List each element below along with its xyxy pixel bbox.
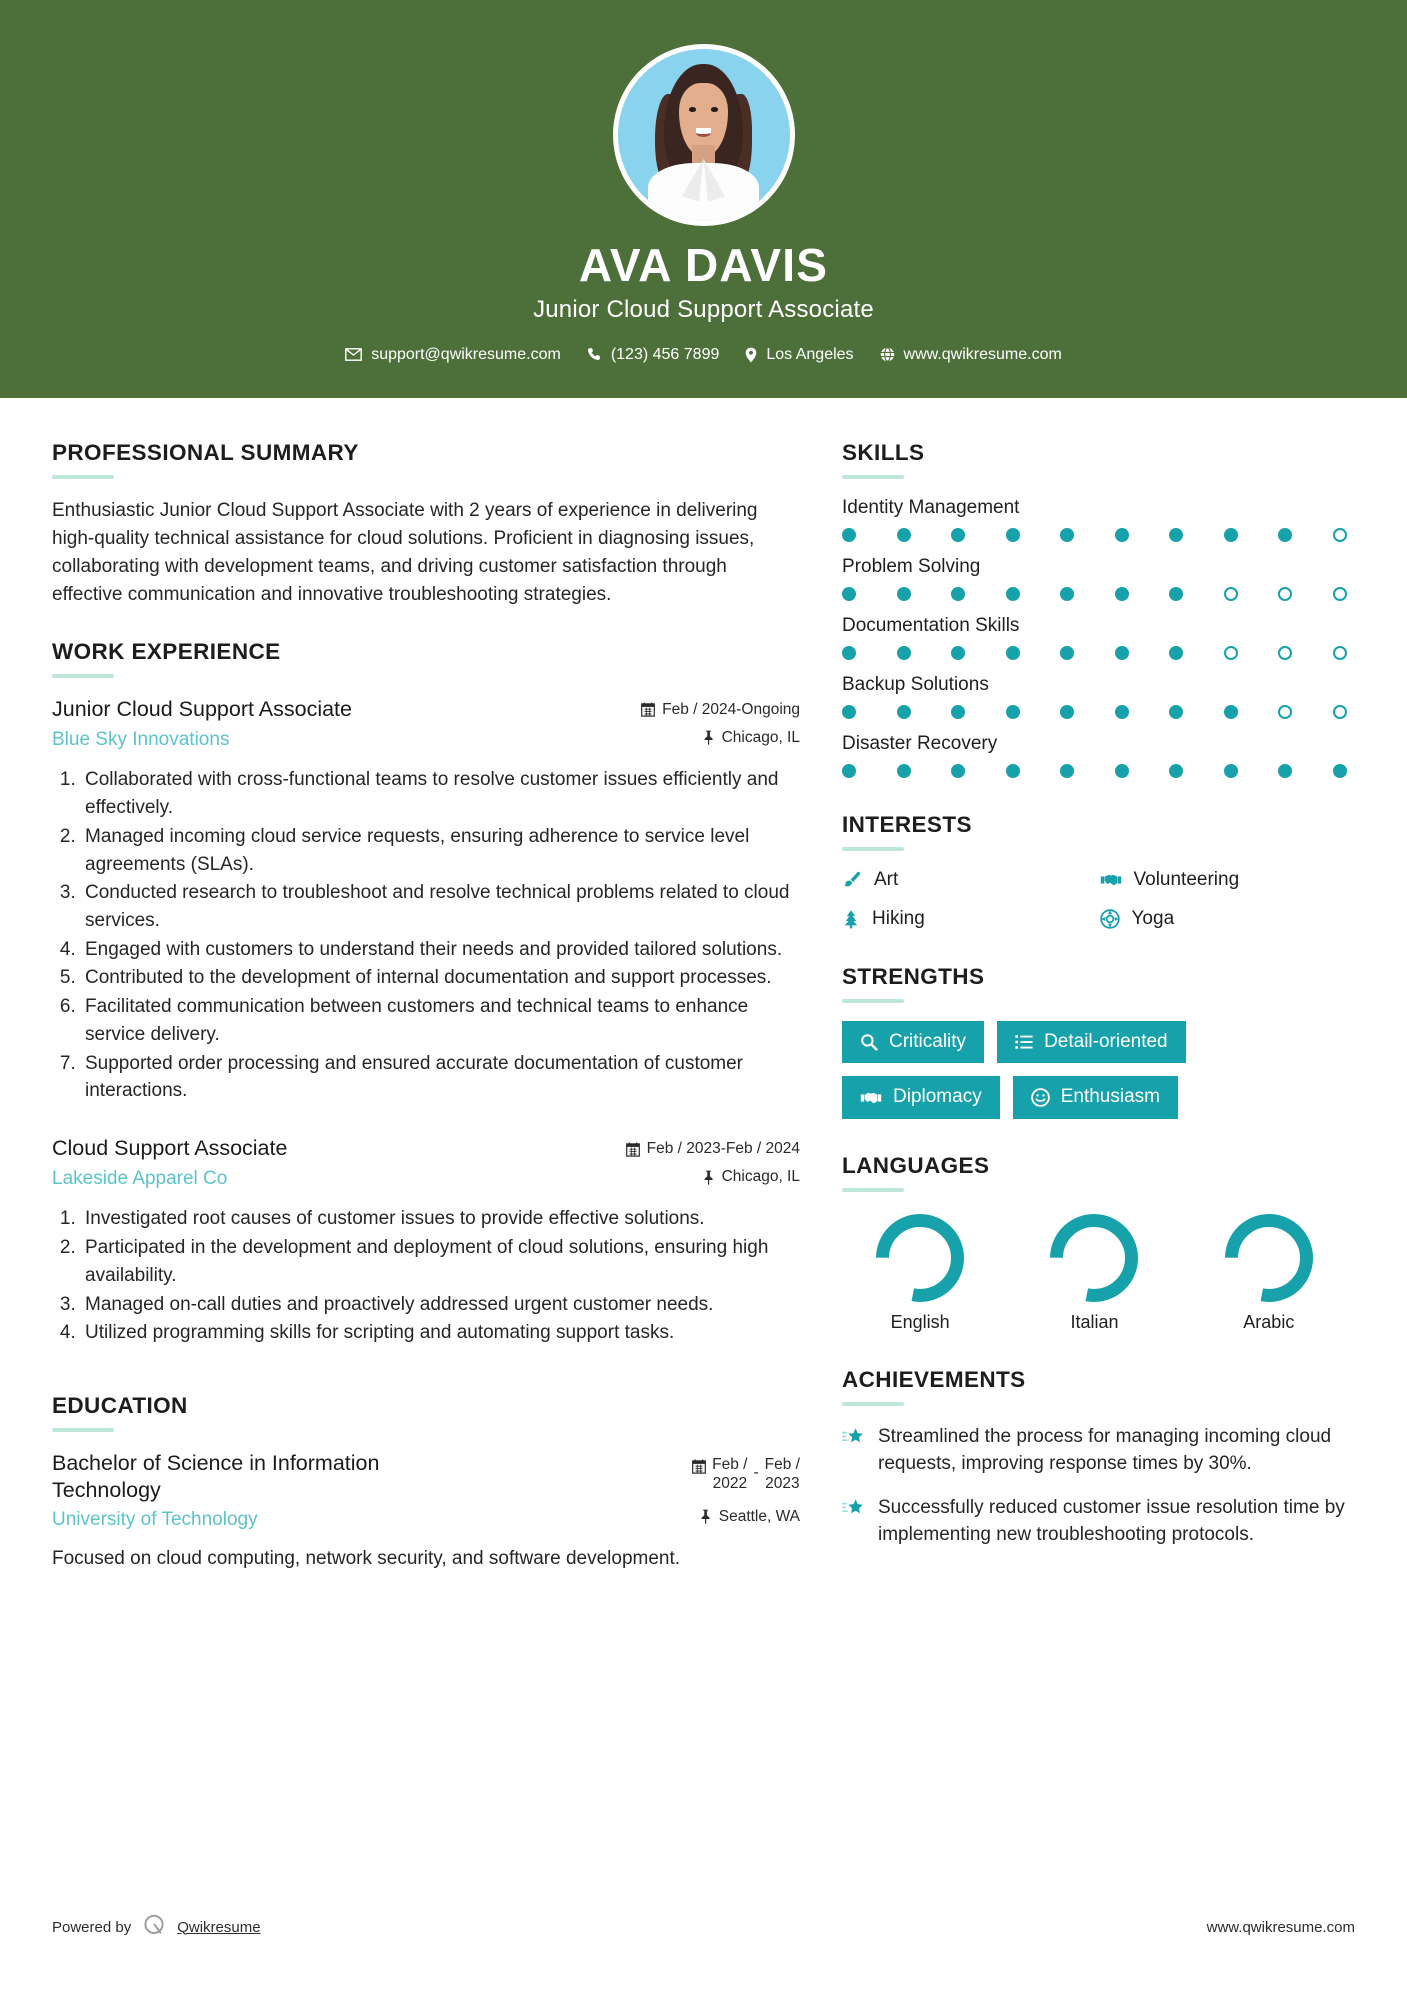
rating-dot-filled [1333,764,1347,778]
skill-row [842,556,1347,601]
summary-text: Enthusiastic Junior Cloud Support Associate with 2 years of experience in delivering high-quality technical assistance for cloud solutions. Proficient in diagnosing issues, collaborating with development teams, and driving customer satisfaction through effective communication and innovative troubleshooting strategies. [52,499,758,605]
work-section-title: WORK EXPERIENCE [52,638,281,664]
rating-dot-filled [1169,587,1183,601]
contact-location-text: Los Angeles [766,345,854,363]
skill-label: Backup Solutions [842,673,989,695]
work-dates-text: Feb / 2024-Ongoing [662,700,800,718]
education-end-date [765,1455,800,1493]
skill-row [842,497,1347,542]
interest-label: Volunteering [1133,868,1240,890]
contact-email-text: support@qwikresume.com [371,345,561,363]
interest-label: Yoga [1131,907,1175,929]
rating-dot-empty [1278,587,1292,601]
languages-list [842,1210,1347,1333]
rating-dot-filled [951,646,965,660]
education-start-month: Feb / [712,1456,748,1474]
skill-row [842,674,1347,719]
work-entry [52,1135,800,1347]
rating-dot-filled [897,587,911,601]
tree-icon [842,909,860,929]
rating-dot-filled [1169,764,1183,778]
section-underline [842,847,904,851]
list-icon [1015,1034,1033,1050]
strengths-section-title: STRENGTHS [842,963,985,989]
language-item [1191,1214,1347,1333]
rating-dot-empty [1278,646,1292,660]
rating-dot-filled [897,705,911,719]
language-item [842,1214,998,1333]
strength-label: Criticality [889,1030,967,1052]
language-label: Italian [1070,1312,1119,1333]
avatar [613,44,795,226]
education-date-separator: - [753,1464,759,1482]
duty-item: 7. Supported order processing and ensured accurate documentation of customer interactions. [81,1050,800,1105]
duty-item: 3. Managed on-call duties and proactively addressed urgent customer needs. [81,1291,800,1319]
smiley-icon [1031,1088,1050,1107]
education-dates [692,1455,800,1493]
rating-dot-filled [842,705,856,719]
duty-item: 1. Investigated root causes of customer issues to provide effective solutions. [81,1205,800,1233]
rating-dot-empty [1333,587,1347,601]
rating-dot-filled [1006,587,1020,601]
rating-dot-filled [1115,705,1129,719]
skill-rating-dots [842,528,1347,542]
education-degree: Bachelor of Science in Information Technology [52,1451,380,1502]
qwikresume-brand-link[interactable]: Qwikresume [177,1918,261,1936]
strengths-list [842,1021,1347,1120]
skill-row [842,615,1347,660]
work-duties-list [52,1205,800,1347]
rating-dot-empty [1224,646,1238,660]
work-company[interactable]: Lakeside Apparel Co [52,1167,228,1189]
strength-label: Enthusiasm [1060,1086,1160,1108]
section-education [52,1393,800,1573]
rating-dot-empty [1333,528,1347,542]
contact-location [745,346,853,364]
qwikresume-logo-icon [141,1912,167,1942]
achievement-item [842,1424,1347,1478]
globe-icon [880,347,895,362]
skill-label: Disaster Recovery [842,732,998,754]
duty-item: 2. Participated in the development and deployment of cloud solutions, ensuring high availability. [81,1234,800,1289]
work-location-text: Chicago, IL [721,1168,800,1186]
interests-grid [842,869,1347,930]
interest-item [1100,869,1348,891]
work-location [626,1168,800,1186]
candidate-job-title: Junior Cloud Support Associate [533,295,874,323]
rating-dot-filled [1060,705,1074,719]
phone-icon [587,347,602,362]
contact-website[interactable] [880,346,1062,364]
section-underline [842,999,904,1003]
right-column [842,440,1347,1579]
skill-rating-dots [842,764,1347,778]
section-languages [842,1153,1347,1333]
paintbrush-icon [842,870,862,890]
education-description: Focused on cloud computing, network security, and software development. [52,1548,681,1570]
rating-dot-filled [951,764,965,778]
summary-section-title: PROFESSIONAL SUMMARY [52,439,359,465]
section-interests [842,812,1347,930]
education-section-title: EDUCATION [52,1393,188,1419]
skills-section-title: SKILLS [842,439,925,465]
rating-dot-filled [842,646,856,660]
rating-dot-filled [951,705,965,719]
language-donut-chart [842,1214,998,1302]
rating-dot-filled [1006,705,1020,719]
rating-dot-filled [951,528,965,542]
work-dates [626,1140,800,1158]
contact-bar [0,346,1407,364]
rating-dot-filled [897,528,911,542]
section-skills [842,440,1347,778]
education-end-month: Feb / [764,1456,800,1474]
calendar-icon [692,1455,706,1479]
section-underline [52,1428,114,1432]
shooting-star-icon [842,1424,864,1448]
section-underline [52,674,114,678]
location-pin-icon [745,347,757,363]
handshake-icon [1100,870,1122,890]
education-location-text: Seattle, WA [718,1507,800,1525]
rating-dot-filled [897,646,911,660]
rating-dot-filled [897,764,911,778]
section-achievements [842,1367,1347,1549]
education-start-year: 2022 [712,1475,748,1493]
pushpin-icon [702,730,715,745]
rating-dot-filled [1006,764,1020,778]
skill-rating-dots [842,587,1347,601]
education-school[interactable]: University of Technology [52,1509,258,1531]
work-role: Cloud Support Associate [52,1136,288,1161]
duty-item: 4. Utilized programming skills for scripting and automating support tasks. [81,1319,800,1347]
section-strengths [842,964,1347,1120]
interest-item [842,908,1090,930]
candidate-name: AVA DAVIS [578,239,829,291]
contact-phone[interactable] [587,346,720,364]
calendar-icon [641,702,655,717]
languages-section-title: LANGUAGES [842,1153,990,1179]
education-entry [52,1450,800,1573]
duty-item: 4. Engaged with customers to understand their needs and provided tailored solutions. [81,936,800,964]
achievement-item [842,1495,1347,1549]
work-entry [52,696,800,1105]
rating-dot-empty [1333,646,1347,660]
section-professional-summary [52,440,800,609]
pushpin-icon [699,1509,712,1524]
rating-dot-filled [1278,764,1292,778]
rating-dot-empty [1224,587,1238,601]
interest-item [1100,908,1348,930]
skill-rating-dots [842,705,1347,719]
powered-by-label: Powered by [52,1918,132,1936]
rating-dot-filled [1060,587,1074,601]
duty-item: 1. Collaborated with cross-functional teams to resolve customer issues efficiently and effectively. [81,766,800,821]
duty-item: 5. Contributed to the development of internal documentation and support processes. [81,964,800,992]
interest-item [842,869,1090,891]
shooting-star-icon [842,1495,864,1519]
achievement-text: Successfully reduced customer issue resolution time by implementing new troubleshooting protocols. [878,1497,1345,1546]
rating-dot-filled [1169,528,1183,542]
rating-dot-filled [1169,646,1183,660]
language-label: Arabic [1243,1312,1295,1333]
language-donut-chart [1016,1214,1172,1302]
education-location [692,1508,800,1526]
rating-dot-empty [1333,705,1347,719]
rating-dot-filled [842,587,856,601]
work-dates-text: Feb / 2023-Feb / 2024 [646,1140,800,1158]
pushpin-icon [702,1170,715,1185]
rating-dot-filled [1115,587,1129,601]
rating-dot-filled [1006,646,1020,660]
interest-label: Art [874,868,899,890]
achievements-section-title: ACHIEVEMENTS [842,1367,1026,1393]
rating-dot-filled [1115,528,1129,542]
strength-chip-enthusiasm [1013,1076,1178,1119]
education-end-year: 2023 [765,1475,800,1493]
duty-item: 2. Managed incoming cloud service requests, ensuring adherence to service level agreements (SLAs). [81,823,800,878]
rating-dot-filled [1224,764,1238,778]
skill-label: Documentation Skills [842,614,1020,636]
magnifier-icon [860,1033,878,1051]
rating-dot-filled [1060,646,1074,660]
handshake-icon [860,1089,882,1107]
section-underline [842,475,904,479]
contact-website-text: www.qwikresume.com [903,345,1062,363]
education-start-date [712,1455,747,1493]
work-location-text: Chicago, IL [721,728,800,746]
language-item [1016,1214,1172,1333]
language-label: English [890,1312,950,1333]
calendar-icon [626,1142,640,1157]
section-underline [842,1402,904,1406]
strength-label: Detail-oriented [1044,1030,1168,1052]
footer-website-url[interactable]: www.qwikresume.com [1206,1918,1355,1936]
resume-header [0,0,1407,398]
work-company[interactable]: Blue Sky Innovations [52,728,230,750]
resume-footer [0,1912,1407,1942]
rating-dot-filled [1224,705,1238,719]
rating-dot-filled [1060,528,1074,542]
left-column [52,440,800,1603]
rating-dot-filled [842,764,856,778]
work-role: Junior Cloud Support Associate [52,696,352,721]
skill-label: Identity Management [842,496,1020,518]
achievement-text: Streamlined the process for managing incoming cloud requests, improving response times by 30%. [878,1426,1332,1475]
work-dates [641,701,800,719]
envelope-icon [345,348,362,361]
lotus-icon [1100,909,1120,929]
language-donut-chart [1191,1214,1347,1302]
rating-dot-filled [1115,764,1129,778]
work-location [641,729,800,747]
rating-dot-filled [1060,764,1074,778]
rating-dot-filled [1169,705,1183,719]
strength-chip-detail-oriented [997,1021,1186,1064]
section-underline [842,1188,904,1192]
section-work-experience [52,639,800,1347]
resume-body [0,398,1407,1603]
strength-label: Diplomacy [893,1086,982,1108]
rating-dot-filled [1224,528,1238,542]
rating-dot-filled [1006,528,1020,542]
duty-item: 6. Facilitated communication between customers and technical teams to enhance service delivery. [81,993,800,1048]
rating-dot-filled [951,587,965,601]
powered-by-block [52,1912,261,1942]
interest-label: Hiking [872,907,925,929]
rating-dot-filled [1278,528,1292,542]
skill-rating-dots [842,646,1347,660]
rating-dot-empty [1278,705,1292,719]
strength-chip-criticality [842,1021,984,1064]
contact-email[interactable] [345,346,561,364]
section-underline [52,475,114,479]
skill-row [842,733,1347,778]
avatar-photo [618,49,790,221]
strength-chip-diplomacy [842,1076,1000,1119]
work-duties-list [52,766,800,1105]
duty-item: 3. Conducted research to troubleshoot and resolve technical problems related to cloud services. [81,879,800,934]
interests-section-title: INTERESTS [842,811,972,837]
rating-dot-filled [842,528,856,542]
rating-dot-filled [1115,646,1129,660]
contact-phone-text: (123) 456 7899 [610,345,720,363]
skill-label: Problem Solving [842,555,981,577]
